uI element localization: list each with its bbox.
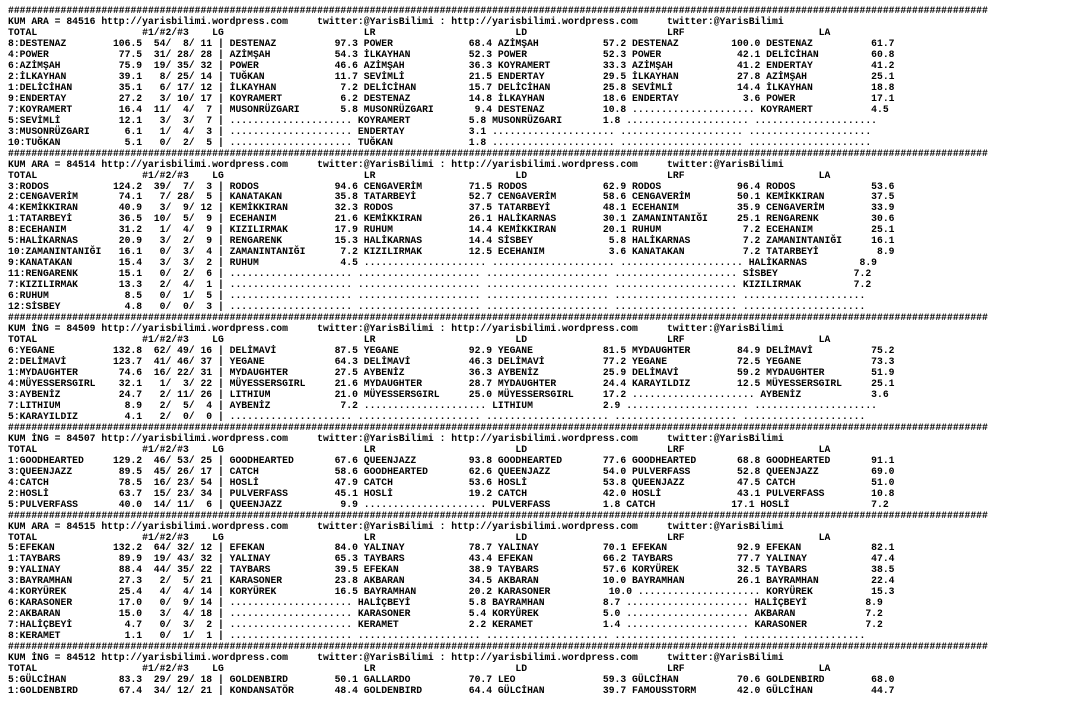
data-row: 5:KARAYILDIZ 4.1 2/ 0/ 0 | ..................... ..................... ..................... ..................... ..................... (8, 410, 866, 422)
data-row: 6:YEGANE 132.8 62/ 49/ 16 | DELİMAVİ 87.5 YEGANE 92.9 YEGANE 81.5 MYDAUGHTER 84.9 DELİMAVİ 75.2 (8, 345, 895, 357)
column-header: TOTAL #1/#2/#3 LG LR LD LRF LA (8, 334, 831, 346)
column-header: TOTAL #1/#2/#3 LG LR LD LRF LA (8, 443, 831, 455)
separator-line: ######################################################################################################################################################################## (8, 641, 988, 653)
data-row: 2:DELİMAVİ 123.7 41/ 46/ 37 | YEGANE 64.3 DELİMAVİ 46.3 DELİMAVİ 77.2 YEGANE 72.5 YEGANE 73.3 (8, 356, 895, 367)
data-row: 8:KERAMET 1.1 0/ 1/ 1 | ..................... ..................... ..................... ..................... ..................... (8, 630, 866, 642)
data-row: 1:GOODHEARTED 129.2 46/ 53/ 25 | GOODHEARTED 67.6 QUEENJAZZ 93.8 GOODHEARTED 77.6 GOODHEARTED 68.8 GOODHEARTED 91.1 (8, 454, 895, 466)
data-row: 9:KANATAKAN 15.4 3/ 3/ 2 | RUHUM 4.5 ..................... ..................... ..................... HALİKARNAS 8.9 (8, 257, 877, 269)
data-row: 12:SİSBEY 4.8 0/ 0/ 3 | ..................... ..................... ..................... ..................... ..................... (8, 301, 866, 313)
data-row: 4:CATCH 78.5 16/ 23/ 54 | HOSLİ 47.9 CATCH 53.6 HOSLİ 53.8 QUEENJAZZ 47.5 CATCH 51.0 (8, 476, 895, 488)
data-row: 9:ENDERTAY 27.2 3/ 10/ 17 | KOYRAMERT 6.2 DESTENAZ 14.8 İLKAYHAN 18.6 ENDERTAY 3.6 POWER 17.1 (8, 92, 895, 104)
race-report-text (8, 5, 988, 696)
data-row: 3:MUSONRÜZGARI 6.1 1/ 4/ 3 | ..................... ENDERTAY 3.1 ..................... ..................... ..................... (8, 125, 872, 137)
data-row: 1:TATARBEYİ 36.5 10/ 5/ 9 | ECEHANIM 21.6 KEMİKKIRAN 26.1 HALİKARNAS 30.1 ZAMANINTANIĞI 25.1 RENGARENK 30.6 (8, 213, 895, 225)
data-row: 7:LITHIUM 8.9 2/ 5/ 4 | AYBENİZ 7.2 ..................... LITHIUM 2.9 ..................... ..................... (8, 399, 877, 411)
separator-line: ######################################################################################################################################################################## (8, 509, 988, 521)
data-row: 6:AZİMŞAH 75.9 19/ 35/ 32 | POWER 46.6 AZİMŞAH 36.3 KOYRAMERT 33.3 AZİMŞAH 41.2 ENDERTAY 41.2 (8, 59, 895, 71)
data-row: 7:HALİÇBEYİ 4.7 0/ 3/ 2 | ..................... KERAMET 2.2 KERAMET 1.4 ..................... KARASONER 7.2 (8, 619, 883, 631)
data-row: 5:SEVİMLİ 12.1 3/ 3/ 7 | ..................... KOYRAMERT 5.8 MUSONRÜZGARI 1.8 ..................... ..................... (8, 114, 877, 126)
column-header: TOTAL #1/#2/#3 LG LR LD LRF LA (8, 169, 831, 181)
column-header: TOTAL #1/#2/#3 LG LR LD LRF LA (8, 663, 831, 675)
race-header: KUM ARA = 84515 http://yarisbilimi.wordpress.com twitter:@YarisBilimi : http://yarisbilimi.wordpress.com twitter:@YarisBilimi (8, 520, 784, 532)
column-header: TOTAL #1/#2/#3 LG LR LD LRF LA (8, 531, 831, 543)
data-row: 7:KIZILIRMAK 13.3 2/ 4/ 1 | ..................... ..................... ..................... ..................... KIZILIRMAK 7.2 (8, 279, 872, 291)
data-row: 10:ZAMANINTANIĞI 16.1 0/ 3/ 4 | ZAMANINTANIĞI 7.2 KIZILIRMAK 12.5 ECEHANIM 3.6 KANATAKAN 7.2 TATARBEYİ 8.9 (8, 246, 895, 258)
separator-line: ######################################################################################################################################################################## (8, 421, 988, 433)
data-row: 5:EFEKAN 132.2 64/ 32/ 12 | EFEKAN 84.0 YALINAY 78.7 YALINAY 70.1 EFEKAN 92.9 EFEKAN 82.1 (8, 542, 895, 554)
race-header: KUM ARA = 84514 http://yarisbilimi.wordpress.com twitter:@YarisBilimi : http://yarisbilimi.wordpress.com twitter:@YarisBilimi (8, 158, 784, 170)
race-header: KUM İNG = 84509 http://yarisbilimi.wordpress.com twitter:@YarisBilimi : http://yarisbilimi.wordpress.com twitter:@YarisBilimi (8, 323, 784, 335)
data-row: 6:RUHUM 8.5 0/ 1/ 5 | ..................... ..................... ..................... ..................... ..................... (8, 290, 866, 302)
data-row: 3:BAYRAMHAN 27.3 2/ 5/ 21 | KARASONER 23.8 AKBARAN 34.5 AKBARAN 10.0 BAYRAMHAN 26.1 BAYRAMHAN 22.4 (8, 575, 895, 587)
data-row: 4:KORYÜREK 25.4 4/ 4/ 14 | KORYÜREK 16.5 BAYRAMHAN 20.2 KARASONER 10.0 ..................... KORYÜREK 15.3 (8, 586, 895, 598)
data-row: 4:POWER 77.5 31/ 28/ 28 | AZİMŞAH 54.3 İLKAYHAN 52.3 POWER 52.3 POWER 42.1 DELİCİHAN 60.8 (8, 48, 895, 60)
data-row: 1:DELİCİHAN 35.1 6/ 17/ 12 | İLKAYHAN 7.2 DELİCİHAN 15.7 DELİCİHAN 25.8 SEVİMLİ 14.4 İLKAYHAN 18.8 (8, 81, 895, 93)
race-header: KUM İNG = 84512 http://yarisbilimi.wordpress.com twitter:@YarisBilimi : http://yarisbilimi.wordpress.com twitter:@YarisBilimi (8, 652, 784, 664)
data-row: 1:GOLDENBIRD 67.4 34/ 12/ 21 | KONDANSATÖR 48.4 GOLDENBIRD 64.4 GÜLCİHAN 39.7 FAMOUSSTORM 42.0 GÜLCİHAN 44.7 (8, 685, 895, 697)
data-row: 8:ECEHANIM 31.2 1/ 4/ 9 | KIZILIRMAK 17.9 RUHUM 14.4 KEMİKKIRAN 20.1 RUHUM 7.2 ECEHANIM 25.1 (8, 224, 895, 236)
data-row: 2:İLKAYHAN 39.1 8/ 25/ 14 | TUĞKAN 11.7 SEVİMLİ 21.5 ENDERTAY 29.5 İLKAYHAN 27.8 AZİMŞAH 25.1 (8, 70, 895, 82)
data-row: 5:PULVERFASS 40.0 14/ 11/ 6 | QUEENJAZZ 9.9 ..................... PULVERFASS 1.8 CATCH 17.1 HOSLİ 7.2 (8, 498, 889, 510)
data-row: 8:DESTENAZ 106.5 54/ 8/ 11 | DESTENAZ 97.3 POWER 68.4 AZİMŞAH 57.2 DESTENAZ 100.0 DESTENAZ 61.7 (8, 37, 895, 49)
separator-line: ######################################################################################################################################################################## (8, 5, 988, 16)
data-row: 6:KARASONER 17.0 0/ 9/ 14 | ..................... HALİÇBEYİ 5.8 BAYRAMHAN 8.7 ..................... HALİÇBEYİ 8.9 (8, 597, 883, 609)
data-row: 2:HOSLİ 63.7 15/ 23/ 34 | PULVERFASS 45.1 HOSLİ 19.2 CATCH 42.0 HOSLİ 43.1 PULVERFASS 10.8 (8, 487, 895, 499)
data-row: 3:RODOS 124.2 39/ 7/ 3 | RODOS 94.6 CENGAVERİM 71.5 RODOS 62.9 RODOS 96.4 RODOS 53.6 (8, 180, 895, 192)
data-row: 4:MÜYESSERSGIRL 32.1 1/ 3/ 22 | MÜYESSERSGIRL 21.6 MYDAUGHTER 28.7 MYDAUGHTER 24.4 KARAYILDIZ 12.5 MÜYESSERSGIRL 25.1 (8, 377, 895, 389)
data-row: 3:AYBENİZ 24.7 2/ 11/ 26 | LITHIUM 21.0 MÜYESSERSGIRL 25.0 MÜYESSERSGIRL 17.2 ..................... AYBENİZ 3.6 (8, 388, 889, 400)
data-row: 5:HALİKARNAS 20.9 3/ 2/ 9 | RENGARENK 15.3 HALİKARNAS 14.4 SİSBEY 5.8 HALİKARNAS 7.2 ZAMANINTANIĞI 16.1 (8, 235, 895, 247)
data-row: 1:TAYBARS 89.9 19/ 43/ 32 | YALINAY 65.3 TAYBARS 43.4 EFEKAN 66.2 TAYBARS 77.7 YALINAY 47.4 (8, 553, 895, 565)
data-row: 5:GÜLCİHAN 83.3 29/ 29/ 18 | GOLDENBIRD 50.1 GALLARDO 70.7 LEO 59.3 GÜLCİHAN 70.6 GOLDENBIRD 68.0 (8, 674, 895, 686)
separator-line: ######################################################################################################################################################################## (8, 147, 988, 159)
data-row: 1:MYDAUGHTER 74.6 16/ 22/ 31 | MYDAUGHTER 27.5 AYBENİZ 36.3 AYBENİZ 25.9 DELİMAVİ 59.2 MYDAUGHTER 51.9 (8, 366, 895, 378)
data-row: 9:YALINAY 88.4 44/ 35/ 22 | TAYBARS 39.5 EFEKAN 38.9 TAYBARS 57.6 KORYÜREK 32.5 TAYBARS 38.5 (8, 564, 895, 576)
race-header: KUM ARA = 84516 http://yarisbilimi.wordpress.com twitter:@YarisBilimi : http://yarisbilimi.wordpress.com twitter:@YarisBilimi (8, 15, 784, 27)
data-row: 2:CENGAVERİM 74.1 7/ 28/ 5 | KANATAKAN 35.8 TATARBEYİ 52.7 CENGAVERİM 58.6 CENGAVERİM 50.1 KEMİKKIRAN 37.5 (8, 191, 895, 203)
data-row: 4:KEMİKKIRAN 40.9 3/ 9/ 12 | KEMİKKIRAN 32.3 RODOS 37.5 TATARBEYİ 48.1 ECEHANIM 35.9 CENGAVERİM 33.9 (8, 202, 895, 214)
data-row: 10:TUĞKAN 5.1 0/ 2/ 5 | ..................... TUĞKAN 1.8 ..................... ..................... ..................... (8, 136, 872, 148)
data-row: 3:QUEENJAZZ 89.5 45/ 26/ 17 | CATCH 58.6 GOODHEARTED 62.6 QUEENJAZZ 54.0 PULVERFASS 52.8 QUEENJAZZ 69.0 (8, 465, 895, 477)
race-header: KUM İNG = 84507 http://yarisbilimi.wordpress.com twitter:@YarisBilimi : http://yarisbilimi.wordpress.com twitter:@YarisBilimi (8, 432, 784, 444)
separator-line: ######################################################################################################################################################################## (8, 312, 988, 324)
data-row: 11:RENGARENK 15.1 0/ 2/ 6 | ..................... ..................... ..................... ..................... SİSBEY 7.2 (8, 268, 872, 280)
column-header: TOTAL #1/#2/#3 LG LR LD LRF LA (8, 26, 831, 38)
data-row: 7:KOYRAMERT 16.4 11/ 4/ 7 | MUSONRÜZGARI 5.8 MUSONRÜZGARI 9.4 DESTENAZ 10.8 ..................... KOYRAMERT 4.5 (8, 103, 889, 115)
data-row: 2:AKBARAN 15.0 3/ 4/ 18 | ..................... KARASONER 5.4 KORYÜREK 5.0 ..................... AKBARAN 7.2 (8, 608, 883, 620)
